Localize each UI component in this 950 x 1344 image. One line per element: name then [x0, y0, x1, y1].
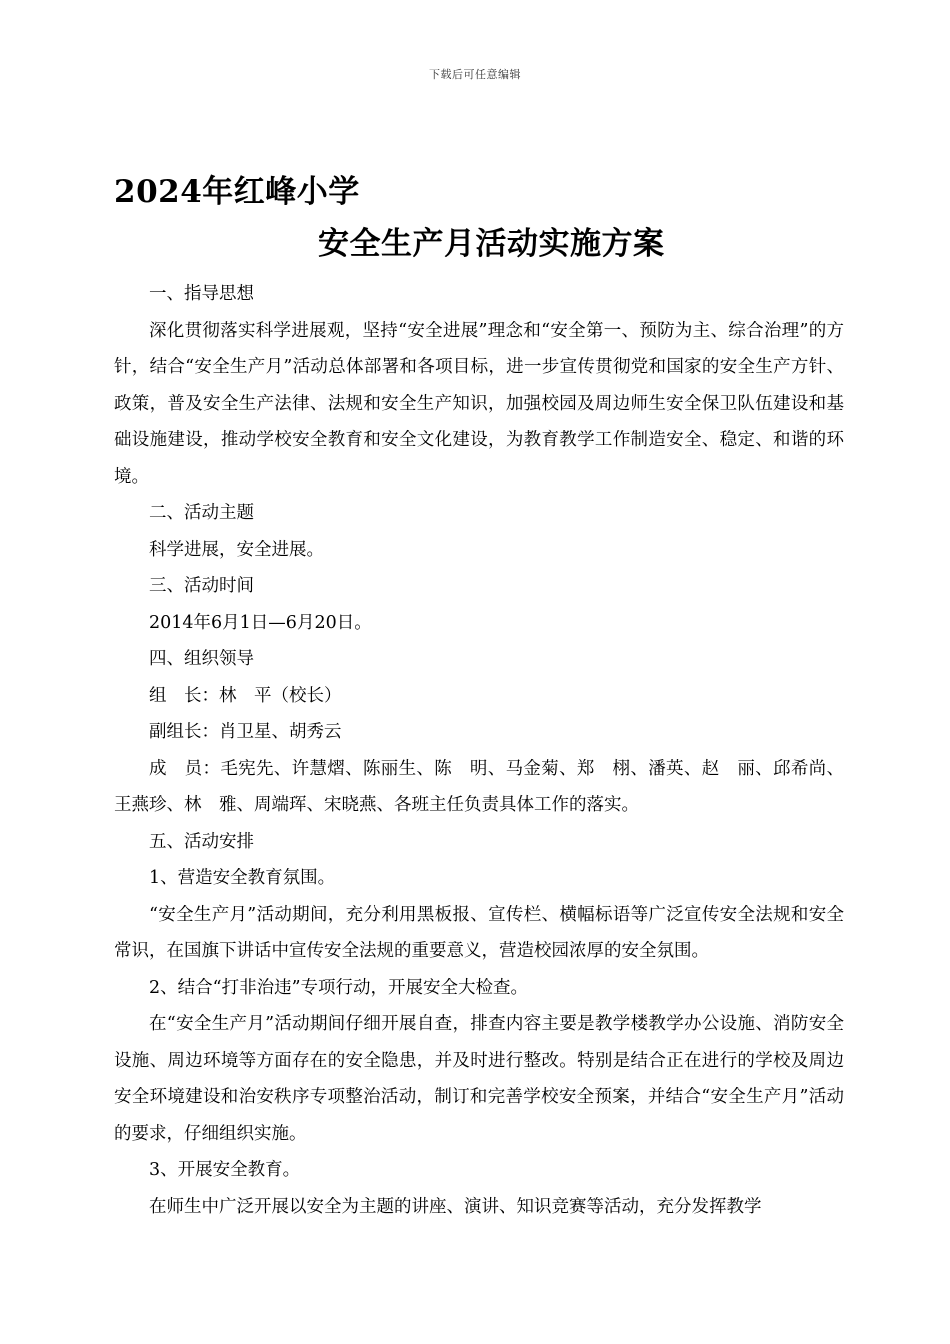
section-heading-leadership: 四、组织领导	[149, 649, 254, 669]
header-note: 下载后可任意编辑	[429, 68, 521, 81]
paragraph-education: 在师生中广泛开展以安全为主题的讲座、演讲、知识竞赛等活动，充分发挥教学	[149, 1196, 762, 1217]
paragraph-leader: 组 长：林 平（校长）	[149, 685, 342, 706]
section-heading-guiding-thought: 一、指导思想	[149, 284, 254, 304]
document-title-line1: 2024年红峰小学	[114, 174, 360, 210]
paragraph-members: 成 员：毛宪先、许慧熠、陈丽生、陈 明、马金菊、郑 栩、潘英、赵 丽、邱希尚、王燕珍、林 雅、周端珲、宋晓燕、各班主任负责具体工作的落实。	[114, 758, 844, 815]
paragraph-theme: 科学进展，安全进展。	[149, 539, 324, 560]
section-heading-theme: 二、活动主题	[149, 503, 254, 523]
section-heading-arrangement: 五、活动安排	[149, 831, 254, 852]
paragraph-atmosphere: “安全生产月”活动期间，充分利用黑板报、宣传栏、横幅标语等广泛宣传安全法规和安全常识，在国旗下讲话中宣传安全法规的重要意义，营造校园浓厚的安全氛围。	[114, 904, 844, 961]
subheading-education: 3、开展安全教育。	[149, 1160, 301, 1180]
paragraph-time: 2014年6月1日—6月20日。	[149, 612, 372, 633]
subheading-inspection: 2、结合“打非治违”专项行动，开展安全大检查。	[149, 977, 529, 998]
paragraph-deputy-leaders: 副组长：肖卫星、胡秀云	[149, 722, 342, 742]
paragraph-inspection: 在“安全生产月”活动期间仔细开展自查，排查内容主要是教学楼教学办公设施、消防安全设施、周边环境等方面存在的安全隐患，并及时进行整改。特别是结合正在进行的学校及周边安全环境建设和治安秩序专项整治活动，制订和完善学校安全预案，并结合“安全生产月”活动的要求，仔细组织实施。	[114, 1014, 844, 1144]
document-title-line2: 安全生产月活动实施方案	[318, 226, 665, 262]
section-heading-time: 三、活动时间	[149, 576, 254, 596]
paragraph-guiding-thought: 深化贯彻落实科学进展观，坚持“安全进展”理念和“安全第一、预防为主、综合治理”的方针，结合“安全生产月”活动总体部署和各项目标，进一步宣传贯彻党和国家的安全生产方针、政策，普及安全生产法律、法规和安全生产知识，加强校园及周边师生安全保卫队伍建设和基础设施建设，推动学校安全教育和安全文化建设，为教育教学工作制造安全、稳定、和谐的环境。	[114, 320, 844, 487]
subheading-atmosphere: 1、营造安全教育氛围。	[149, 868, 336, 888]
document-body	[114, 276, 844, 1225]
